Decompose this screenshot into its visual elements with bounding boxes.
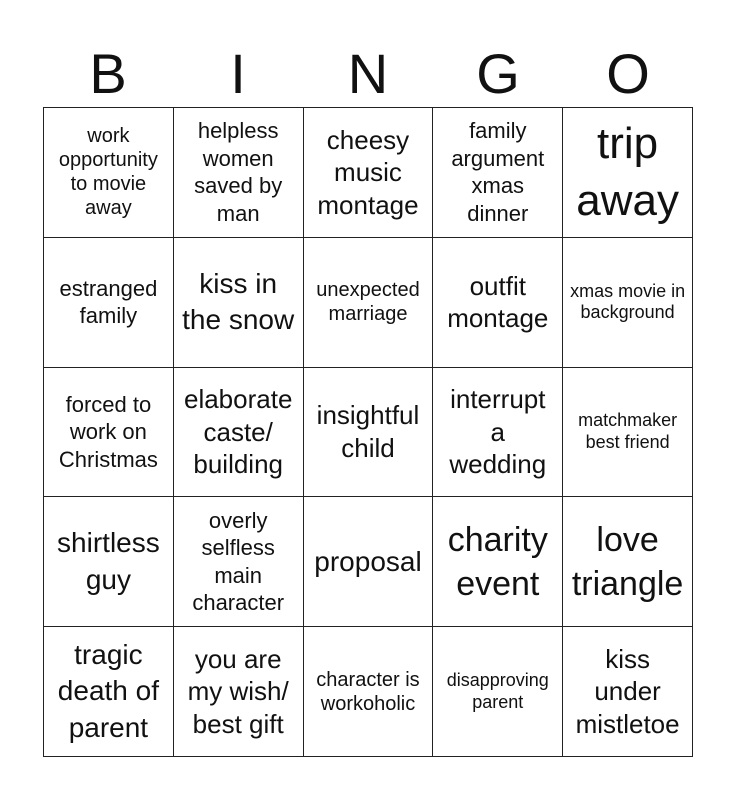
bingo-cell[interactable] [304, 627, 434, 757]
cell-label: you are my wish/ best gift [187, 643, 289, 739]
cell-label: matchmaker best friend [578, 410, 678, 452]
bingo-cell[interactable] [433, 108, 563, 238]
bingo-cell[interactable] [174, 627, 304, 757]
header-letter-n: N [347, 42, 389, 105]
header-letter-b: B [89, 42, 127, 105]
header-letter-g: G [476, 42, 520, 105]
bingo-cell[interactable] [563, 238, 693, 368]
bingo-cell[interactable] [44, 497, 174, 627]
cell-label: work opportunity to movie away [58, 125, 158, 220]
cell-label: insightful child [316, 400, 420, 463]
cell-label: outfit montage [447, 270, 549, 334]
bingo-cell[interactable] [433, 238, 563, 368]
bingo-cell[interactable] [44, 368, 174, 498]
header-letter-o: O [606, 42, 650, 105]
cell-label: family argument xmas dinner [451, 118, 545, 226]
cell-label: elaborate caste/ building [183, 384, 293, 480]
cell-label: estranged family [59, 275, 158, 329]
cell-label: forced to work on Christmas [58, 391, 158, 472]
bingo-cell[interactable] [304, 108, 434, 238]
cell-label: xmas movie in background [570, 280, 686, 323]
header-letter-i: I [230, 42, 246, 105]
bingo-cell[interactable] [304, 497, 434, 627]
cell-label: character is workoholic [316, 668, 420, 715]
bingo-cell[interactable] [174, 497, 304, 627]
cell-label: shirtless guy [57, 527, 160, 595]
bingo-cell[interactable] [44, 627, 174, 757]
cell-label: love triangle [571, 520, 684, 603]
bingo-cell[interactable] [433, 368, 563, 498]
bingo-cell[interactable] [174, 108, 304, 238]
bingo-cell[interactable] [44, 238, 174, 368]
cell-label: proposal [314, 545, 422, 577]
cell-label: interrupt a wedding [449, 384, 547, 480]
cell-label: kiss in the snow [182, 267, 295, 336]
bingo-board [43, 107, 693, 757]
cell-label: cheesy music montage [317, 124, 419, 220]
bingo-cell[interactable] [563, 368, 693, 498]
bingo-cell[interactable] [174, 238, 304, 368]
cell-label: overly selfless main character [192, 507, 285, 616]
cell-label: unexpected marriage [316, 279, 420, 326]
bingo-cell[interactable] [44, 108, 174, 238]
bingo-cell[interactable] [563, 108, 693, 238]
bingo-cell[interactable] [433, 497, 563, 627]
bingo-cell[interactable] [563, 497, 693, 627]
bingo-cell[interactable] [304, 238, 434, 368]
cell-label: disapproving parent [446, 670, 549, 712]
bingo-cell[interactable] [304, 368, 434, 498]
cell-label: helpless women saved by man [194, 118, 283, 226]
bingo-cell[interactable] [563, 627, 693, 757]
cell-label: charity event [447, 520, 548, 603]
bingo-cell[interactable] [174, 368, 304, 498]
cell-label: tragic death of parent [57, 639, 159, 743]
cell-label: trip away [576, 119, 679, 226]
bingo-cell[interactable] [433, 627, 563, 757]
cell-label: kiss under mistletoe [575, 643, 680, 739]
bingo-header [43, 40, 693, 108]
